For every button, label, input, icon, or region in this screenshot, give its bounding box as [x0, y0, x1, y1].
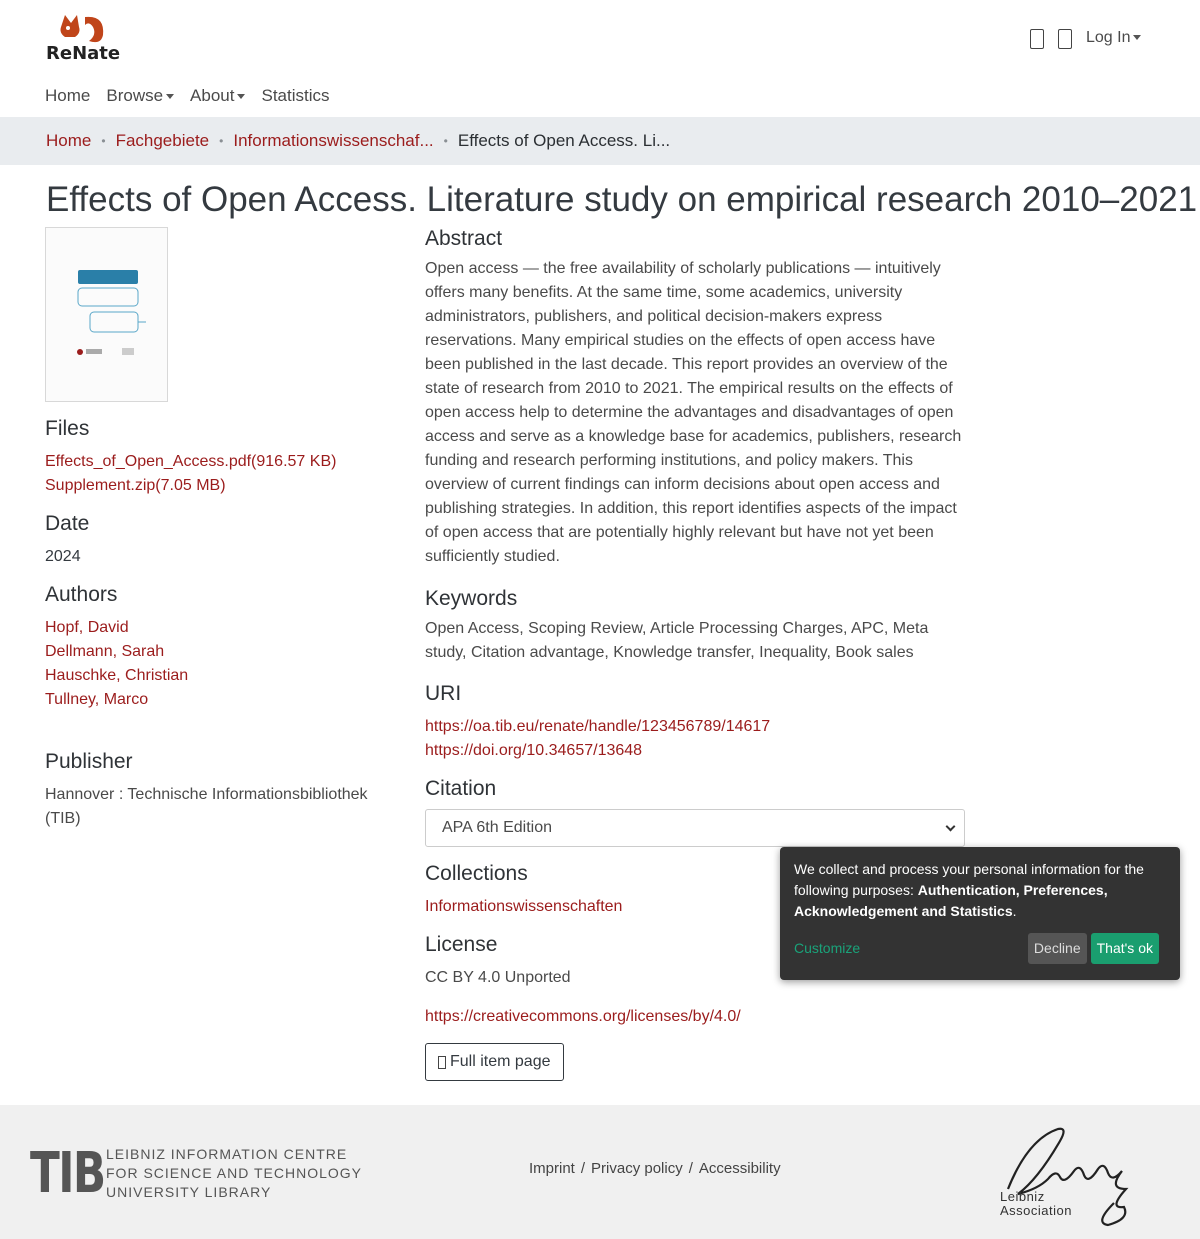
abstract-section — [425, 227, 970, 569]
license-value: CC BY 4.0 Unported — [425, 969, 571, 986]
accessibility-link[interactable]: Accessibility — [698, 1160, 781, 1177]
chevron-down-icon — [237, 94, 245, 99]
authors-section — [45, 583, 188, 712]
file-link-pdf[interactable]: Effects_of_Open_Access.pdf(916.57 KB) — [45, 453, 337, 470]
privacy-policy-link[interactable]: Privacy policy — [591, 1160, 683, 1177]
cookie-purposes: Authentication, Preferences, Acknowledgement and Statistics — [794, 882, 1108, 919]
nav-home[interactable]: Home — [45, 86, 91, 105]
publisher-section — [45, 750, 405, 831]
nav-about[interactable] — [190, 86, 245, 106]
imprint-link[interactable]: Imprint — [529, 1160, 575, 1177]
tib-line: UNIVERSITY LIBRARY — [106, 1184, 272, 1200]
footer-separator: / — [580, 1160, 586, 1177]
nav-statistics[interactable]: Statistics — [261, 86, 330, 105]
full-item-page-button[interactable] — [425, 1043, 564, 1081]
collection-link[interactable]: Informationswissenschaften — [425, 898, 623, 915]
license-heading: License — [425, 933, 498, 956]
nav-browse-label: Browse — [106, 86, 164, 105]
citation-style-value: APA 6th Edition — [442, 819, 552, 836]
files-section — [45, 417, 336, 498]
leibniz-line: Association — [1000, 1203, 1072, 1218]
collections-heading: Collections — [425, 862, 528, 885]
site-footer — [0, 1105, 1200, 1239]
files-heading: Files — [45, 417, 90, 440]
uri-heading: URI — [425, 682, 462, 705]
citation-heading: Citation — [425, 777, 497, 800]
cookie-customize-link[interactable]: Customize — [794, 940, 861, 956]
tib-line: FOR SCIENCE AND TECHNOLOGY — [106, 1165, 363, 1181]
doi-uri-link[interactable]: https://doi.org/10.34657/13648 — [425, 742, 643, 759]
language-icon[interactable] — [1058, 29, 1072, 49]
date-heading: Date — [45, 512, 90, 535]
cookie-decline-button[interactable]: Decline — [1028, 933, 1087, 964]
keywords-heading: Keywords — [425, 587, 518, 610]
uri-section — [425, 682, 970, 763]
cookie-accept-button[interactable]: That's ok — [1091, 933, 1159, 964]
mobile-icon[interactable] — [1030, 29, 1044, 49]
cookie-notice-text — [794, 859, 1166, 922]
publisher-value: Hannover : Technische Informationsbibliothek (TIB) — [45, 786, 368, 827]
license-url-link[interactable]: https://creativecommons.org/licenses/by/4.0/ — [425, 1008, 741, 1025]
footer-links — [529, 1160, 781, 1177]
publisher-heading: Publisher — [45, 750, 133, 773]
chevron-down-icon — [166, 94, 174, 99]
page-title: Effects of Open Access. Literature study on empirical research 2010–2021 — [46, 180, 1198, 219]
cover-image — [46, 228, 167, 401]
breadcrumb-current: Effects of Open Access. Li... — [457, 131, 671, 150]
list-icon — [438, 1056, 446, 1069]
citation-section — [425, 777, 970, 847]
full-item-label: Full item page — [450, 1053, 551, 1070]
main-nav — [45, 86, 330, 106]
footer-separator: / — [688, 1160, 693, 1177]
authors-heading: Authors — [45, 583, 118, 606]
breadcrumb-separator: • — [101, 134, 106, 148]
handle-uri-link[interactable]: https://oa.tib.eu/renate/handle/123456789/14617 — [425, 718, 771, 735]
abstract-heading: Abstract — [425, 227, 503, 250]
date-section — [45, 512, 89, 569]
leibniz-wordmark — [1000, 1190, 1072, 1218]
nav-about-label: About — [190, 86, 235, 105]
login-label: Log In — [1086, 29, 1131, 46]
breadcrumb-fachgebiete[interactable]: Fachgebiete — [115, 131, 210, 150]
site-header — [0, 0, 1200, 117]
abstract-text: Open access — the free availability of scholarly publications — intuitively offers many benefits. At the same time, some academics, university administrators, publishers, and political decision-makers express reservations. Many empirical studies on the effects of open access have been published in the last decade. This report provides an overview of the state of research from 2010 to 2021. The empirical results on the effects of open access help to determine the advantages and disadvantages of open access and serve as a knowledge base for academics, publishers, research funding and research performing institutions, and policy makers. This overview of current findings can inform decisions about open access and publishing strategies. In addition, this report identifies aspects of the impact of open access that are potentially highly relevant but have not yet been sufficiently studied. — [425, 260, 962, 565]
keywords-section — [425, 587, 970, 665]
cookie-text-suffix: . — [1012, 903, 1017, 919]
tib-mark: TIB — [30, 1140, 105, 1206]
nav-browse[interactable] — [106, 86, 174, 106]
breadcrumb-home[interactable]: Home — [46, 131, 92, 150]
tib-line: LEIBNIZ INFORMATION CENTRE — [106, 1146, 348, 1162]
cookie-text-prefix: We collect and process your personal information for the following purposes: — [794, 861, 1144, 898]
chevron-down-icon — [946, 821, 956, 831]
breadcrumb-separator: • — [443, 134, 448, 148]
chevron-down-icon — [1133, 35, 1141, 40]
author-link[interactable]: Hopf, David — [45, 619, 129, 636]
keywords-text: Open Access, Scoping Review, Article Processing Charges, APC, Meta study, Citation advantage, Knowledge transfer, Inequality, Book sales — [425, 620, 929, 661]
breadcrumb-collection[interactable]: Informationswissenschaf... — [233, 131, 434, 150]
breadcrumb — [0, 117, 1200, 165]
leibniz-line: Leibniz — [1000, 1189, 1045, 1204]
login-dropdown[interactable] — [1086, 29, 1141, 47]
author-link[interactable]: Dellmann, Sarah — [45, 643, 165, 660]
logo-text: ReNate — [46, 43, 121, 64]
tib-logo[interactable] — [30, 1140, 363, 1206]
breadcrumb-separator: • — [219, 134, 224, 148]
citation-style-select[interactable] — [425, 809, 965, 847]
date-value: 2024 — [45, 548, 81, 565]
cookie-consent-banner — [780, 847, 1180, 980]
author-link[interactable]: Tullney, Marco — [45, 691, 149, 708]
renate-logo[interactable] — [45, 13, 121, 65]
file-link-zip[interactable]: Supplement.zip(7.05 MB) — [45, 477, 226, 494]
author-link[interactable]: Hauschke, Christian — [45, 667, 189, 684]
cover-thumbnail[interactable] — [45, 227, 168, 402]
